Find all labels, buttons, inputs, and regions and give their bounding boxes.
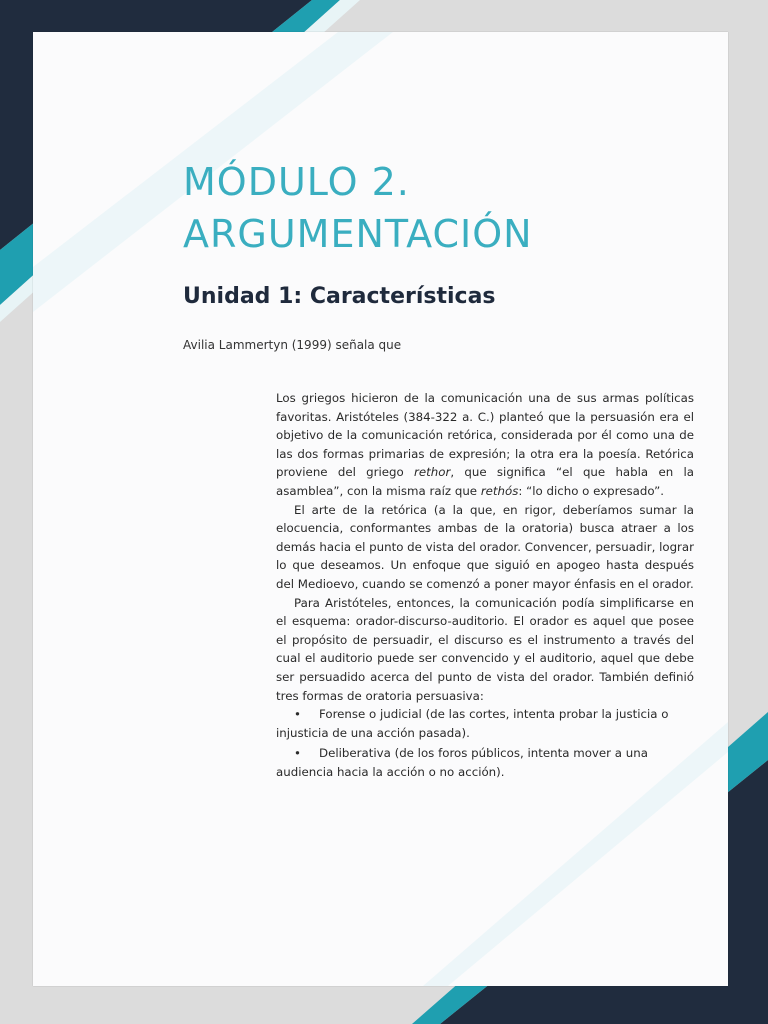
quote-p1-emphasis-rethos: rethós: [480, 483, 519, 498]
quote-paragraph-1: [276, 389, 694, 501]
quote-p1-text: Los griegos hicieron de la comunicación una de sus armas políticas favoritas. Aristóteles (384-322 a. C.) planteó que la persuasión era el objetivo de la comunicación retórica, considerada por él como una de las dos formas primarias de expresión; la otra era la poesía. Retórica proviene del griego: [276, 391, 694, 480]
quote-p1-emphasis-rethor: rethor: [414, 465, 451, 480]
list-item: [276, 744, 694, 781]
oratory-forms-list: [276, 705, 694, 781]
module-title: [183, 156, 533, 260]
document-page: [33, 32, 728, 986]
intro-text: Avilia Lammertyn (1999) señala que: [183, 338, 402, 352]
module-title-line1: MÓDULO 2.: [183, 160, 410, 204]
unit-subtitle: Unidad 1: Características: [183, 284, 496, 309]
quote-paragraph-2: El arte de la retórica (a la que, en rigor, deberíamos sumar la elocuencia, conformantes ambas de la oratoria) busca atraer a los demás hacia el punto de vista del orador. Convencer, persuadir, lograr lo que deseamos. Un enfoque que siguió en apogeo hasta después del Medioevo, cuando se comenzó a poner mayor énfasis en el orador.: [276, 502, 694, 591]
list-item: [276, 705, 694, 742]
list-item-text: Forense o judicial (de las cortes, intenta probar la justicia o injusticia de una acción pasada).: [276, 707, 669, 740]
bullet-icon: •: [294, 707, 301, 722]
quote-p1-text-3: : “lo dicho o expresado”.: [518, 483, 665, 498]
module-title-line2: ARGUMENTACIÓN: [183, 212, 533, 256]
block-quote: [276, 389, 694, 783]
quote-paragraph-3: Para Aristóteles, entonces, la comunicación podía simplificarse en el esquema: orador-discurso-auditorio. El orador es aquel que posee el propósito de persuadir, el discurso es el instrumento a través del cual el auditorio puede ser convencido y el auditorio, aquel que debe ser persuadido acerca del punto de vista del orador. También definió tres formas de oratoria persuasiva:: [276, 595, 694, 703]
quote-p1-text-2: , que significa “el que habla en la asamblea”, con la misma raíz que: [276, 465, 694, 498]
list-item-text: Deliberativa (de los foros públicos, intenta mover a una audiencia hacia la acción o no acción).: [276, 746, 648, 779]
bullet-icon: •: [294, 746, 301, 761]
